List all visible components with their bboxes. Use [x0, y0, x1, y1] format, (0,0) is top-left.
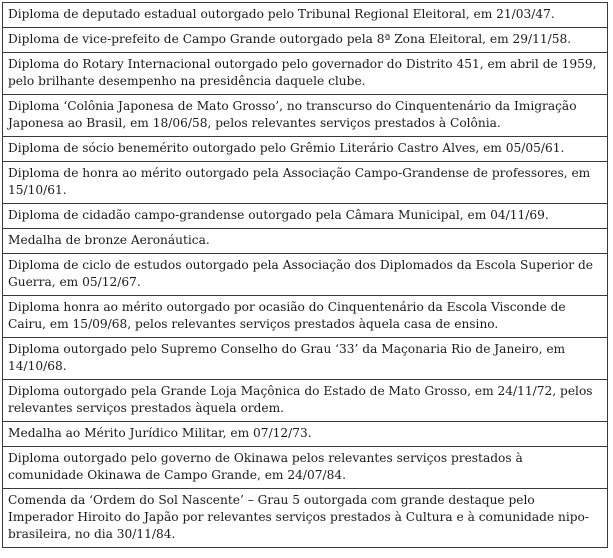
table-row	[3, 380, 608, 422]
table-cell: Diploma de honra ao mérito outorgado pela Associação Campo-Grandense de professores, em 15/10/61.	[3, 162, 608, 204]
table-row	[3, 3, 608, 28]
honors-table	[2, 2, 608, 548]
table-row	[3, 489, 608, 548]
table-row	[3, 296, 608, 338]
table-cell: Diploma de vice-prefeito de Campo Grande outorgado pela 8ª Zona Eleitoral, em 29/11/58.	[3, 28, 608, 53]
table-row	[3, 254, 608, 296]
table-row	[3, 447, 608, 489]
table-cell: Comenda da ‘Ordem do Sol Nascente’ – Grau 5 outorgada com grande destaque pelo Imperador Hiroito do Japão por relevantes serviços prestados à Cultura e à comunidade nipo-brasileira, no dia 30/11/84.	[3, 489, 608, 548]
table-cell: Medalha ao Mérito Jurídico Militar, em 07/12/73.	[3, 422, 608, 447]
table-cell: Diploma de ciclo de estudos outorgado pela Associação dos Diplomados da Escola Superior de Guerra, em 05/12/67.	[3, 254, 608, 296]
table-cell: Diploma ‘Colônia Japonesa de Mato Grosso’, no transcurso do Cinquentenário da Imigração Japonesa ao Brasil, em 18/06/58, pelos relevantes serviços prestados à Colônia.	[3, 95, 608, 137]
table-row	[3, 338, 608, 380]
table-cell: Diploma outorgado pelo Supremo Conselho do Grau ‘33’ da Maçonaria Rio de Janeiro, em 14/10/68.	[3, 338, 608, 380]
table-row	[3, 28, 608, 53]
table-row	[3, 229, 608, 254]
table-row	[3, 422, 608, 447]
table-row	[3, 137, 608, 162]
table-cell: Diploma outorgado pela Grande Loja Maçônica do Estado de Mato Grosso, em 24/11/72, pelos relevantes serviços prestados àquela ordem.	[3, 380, 608, 422]
table-cell: Diploma de cidadão campo-grandense outorgado pela Câmara Municipal, em 04/11/69.	[3, 204, 608, 229]
table-row	[3, 204, 608, 229]
table-row	[3, 162, 608, 204]
table-row	[3, 95, 608, 137]
table-cell: Diploma de sócio benemérito outorgado pelo Grêmio Literário Castro Alves, em 05/05/61.	[3, 137, 608, 162]
table-cell: Diploma honra ao mérito outorgado por ocasião do Cinquentenário da Escola Visconde de Cairu, em 15/09/68, pelos relevantes serviços prestados àquela casa de ensino.	[3, 296, 608, 338]
table-cell: Diploma do Rotary Internacional outorgado pelo governador do Distrito 451, em abril de 1959, pelo brilhante desempenho na presidência daquele clube.	[3, 53, 608, 95]
table-row	[3, 53, 608, 95]
table-cell: Medalha de bronze Aeronáutica.	[3, 229, 608, 254]
table-cell: Diploma de deputado estadual outorgado pelo Tribunal Regional Eleitoral, em 21/03/47.	[3, 3, 608, 28]
table-cell: Diploma outorgado pelo governo de Okinawa pelos relevantes serviços prestados à comunidade Okinawa de Campo Grande, em 24/07/84.	[3, 447, 608, 489]
